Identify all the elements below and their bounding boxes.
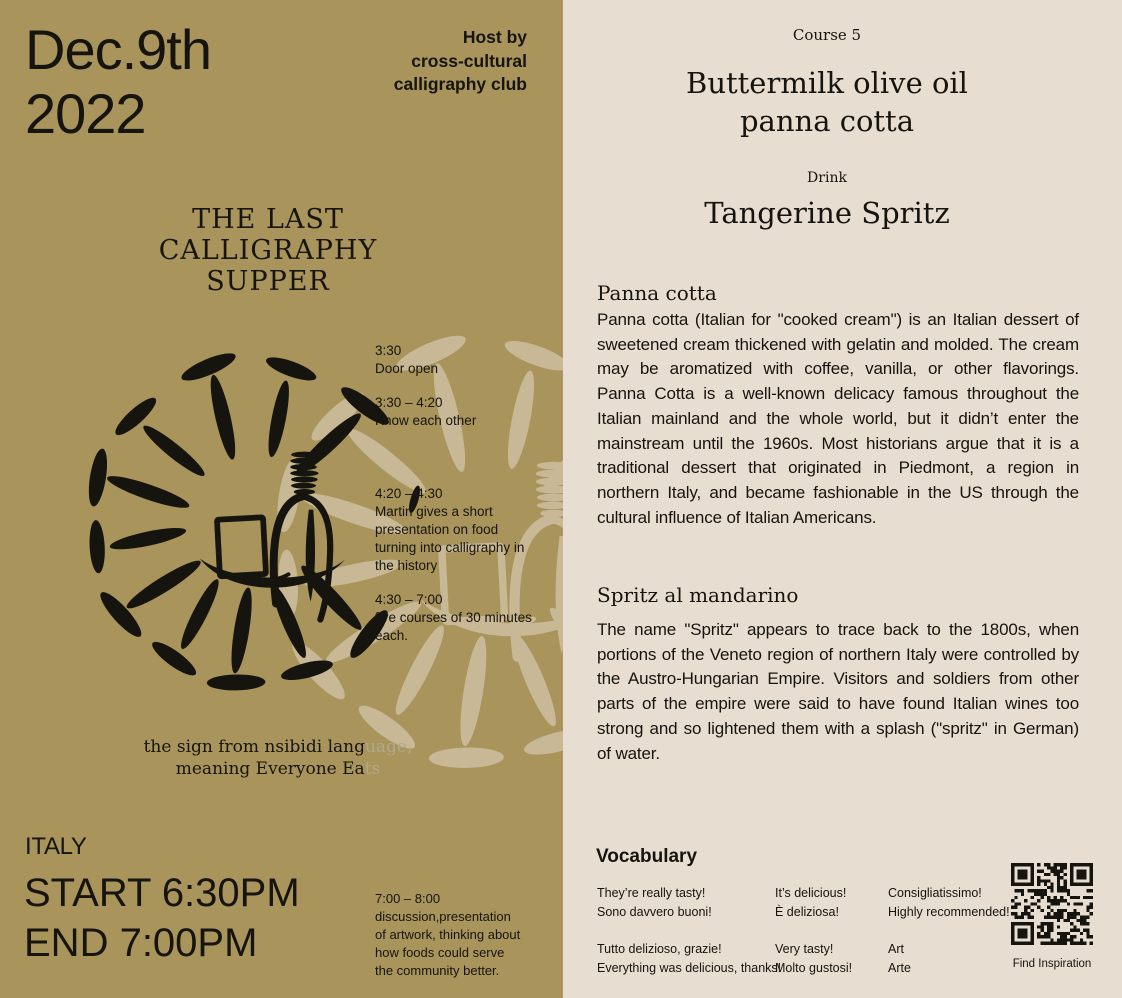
vocab-line: È deliziosa! <box>775 904 839 919</box>
country-label: ITALY <box>25 833 87 860</box>
event-title-line: CALLIGRAPHY <box>158 235 378 266</box>
vocab-cell <box>888 940 911 977</box>
section-body-spritz: The name "Spritz" appears to trace back to the 1800s, when portions of the Veneto region of northern Italy were controlled by the Austro-Hungarian Empire. Visitors and soldiers from other parts of the empire were said to have found Italian wines too strong and so lightened them with a splash ("spritz" in German) of water. <box>597 620 1079 763</box>
host-line: Host by <box>462 27 527 47</box>
schedule-desc: Martin gives a short presentation on food turning into calligraphy in the history <box>375 504 525 573</box>
caption-text: meaning Everyone Ea <box>175 759 365 779</box>
sign-caption-line1 <box>0 736 556 758</box>
vocab-line: They’re really tasty! <box>597 886 706 900</box>
schedule-item <box>375 394 537 430</box>
after-event-desc: discussion,presentation of artwork, thinking about how foods could serve the community better. <box>375 909 521 978</box>
schedule-desc: five courses of 30 minutes each. <box>375 610 532 643</box>
drink-title: Tangerine Spritz <box>704 196 950 230</box>
section-body-panna-cotta: Panna cotta (Italian for "cooked cream") is an Italian dessert of sweetened cream thickened with gelatin and molded. The cream may be aromatized with coffee, vanilla, or other flavorings. Panna Cotta is a well-known delicacy famous throughout the Italian mainland and the whole world, but it didn’t enter the mainstream until the 1960s. Most historians argue that it is a traditional dessert that originated in Piedmont, a region in northern Italy, and became fashionable in the US through the cultural influence of Italian Americans. <box>597 310 1079 527</box>
course-label: Course 5 <box>792 26 862 44</box>
sign-caption-line2 <box>0 758 556 780</box>
event-title <box>0 204 536 297</box>
schedule-time: 4:20 – 4:30 <box>375 486 443 501</box>
schedule-time: 3:30 <box>375 343 402 358</box>
vocab-line: Arte <box>888 960 911 975</box>
schedule-time: 4:30 – 7:00 <box>375 592 443 607</box>
schedule-time: 3:30 – 4:20 <box>375 395 443 410</box>
drink-label: Drink <box>807 170 847 186</box>
sign-caption <box>0 736 556 780</box>
event-times <box>24 868 300 968</box>
vocab-cell <box>775 940 852 977</box>
vocab-line: Everything was delicious, thanks! <box>597 960 782 975</box>
course-title-line: Buttermilk olive oil <box>686 66 968 100</box>
schedule-item <box>375 342 537 378</box>
vocab-line: Very tasty! <box>775 942 834 956</box>
caption-text: the sign from nsibidi lang <box>143 737 365 757</box>
course-title-line: panna cotta <box>739 104 914 138</box>
vocab-line: Molto gustosi! <box>775 960 853 975</box>
vocab-line: Art <box>888 942 904 956</box>
vocab-cell <box>597 940 781 977</box>
vocab-line: Highly recommended! <box>888 904 1010 919</box>
vocab-line: It’s delicious! <box>775 886 847 900</box>
event-title-line: SUPPER <box>206 266 330 297</box>
event-title-line: THE LAST <box>192 204 344 235</box>
right-panel <box>563 0 1122 998</box>
host-credit <box>394 26 527 97</box>
event-date <box>25 18 211 146</box>
vocab-line: Consigliatissimo! <box>888 886 982 900</box>
host-line: cross-cultural <box>411 50 527 71</box>
event-date-line1: Dec.9th <box>25 18 211 81</box>
vocab-cell <box>597 884 712 921</box>
vocab-line: Sono davvero buoni! <box>597 904 712 919</box>
section-heading-panna-cotta: Panna cotta <box>597 281 717 305</box>
start-time: START 6:30PM <box>24 871 300 915</box>
course-title <box>597 64 1057 140</box>
qr-caption: Find Inspiration <box>1012 958 1092 970</box>
caption-text-faded: ts <box>364 759 381 779</box>
caption-text-faded: uage, <box>364 737 413 757</box>
host-line: calligraphy club <box>393 74 527 94</box>
schedule-item <box>375 485 537 575</box>
event-date-line2: 2022 <box>25 82 146 145</box>
section-heading-spritz: Spritz al mandarino <box>597 583 799 607</box>
schedule-desc: Know each other <box>375 413 477 428</box>
after-event-note <box>375 890 525 980</box>
vocab-cell <box>888 884 1010 921</box>
vocab-cell <box>775 884 846 921</box>
end-time: END 7:00PM <box>24 921 258 965</box>
schedule-desc: Door open <box>375 361 439 376</box>
qr-block <box>993 863 1111 970</box>
qr-code-icon <box>1011 863 1093 945</box>
schedule-list <box>375 342 537 661</box>
vocab-line: Tutto delizioso, grazie! <box>597 942 722 956</box>
vocabulary-heading: Vocabulary <box>596 846 698 867</box>
schedule-item <box>375 591 537 645</box>
after-event-time: 7:00 – 8:00 <box>375 891 441 906</box>
